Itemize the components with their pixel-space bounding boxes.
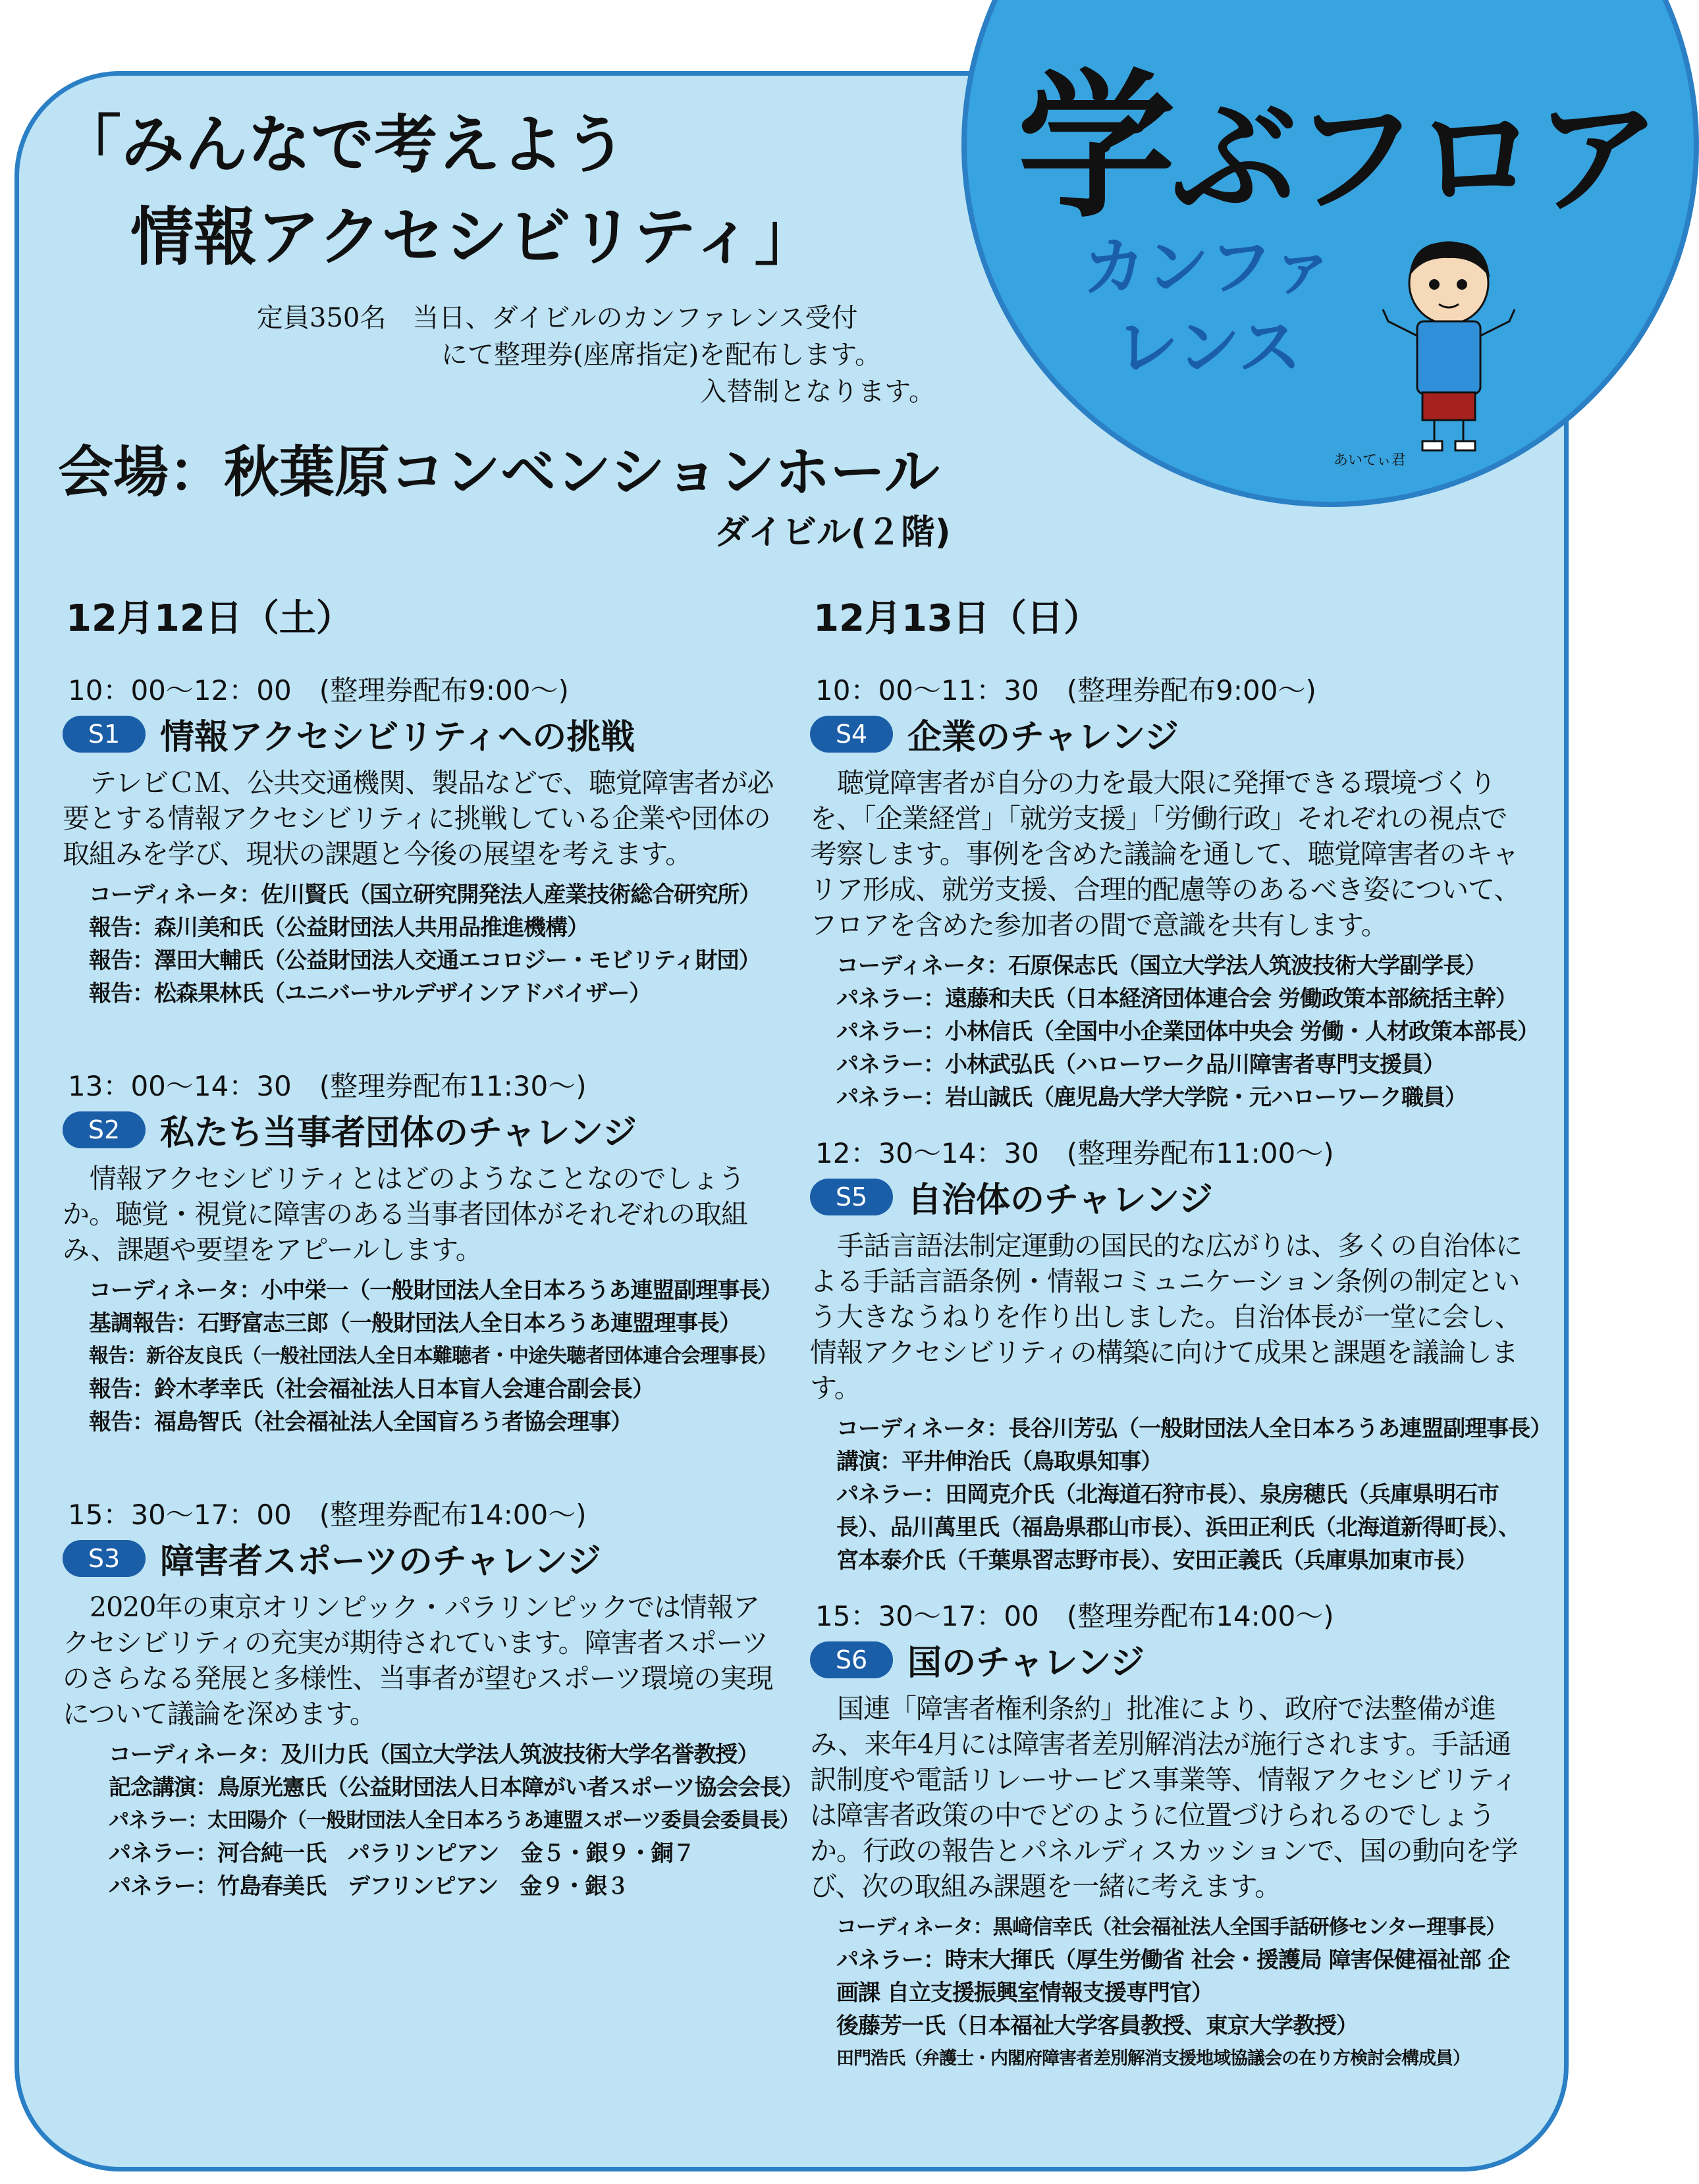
session-s5 <box>810 1136 1552 1577</box>
session-description: 国連「障害者権利条約」批准により、政府で法整備が進み、来年4月には障害者差別解消法が施行されます。手話通訳制度や電話リレーサービス事業等、情報アクセシビリティは障害者政策の中でどのように位置づけられるのでしょうか。行政の報告とパネルディスカッションで、国の動向を学び、次の取組み課題を一緒に考えます。 <box>810 1693 1518 1902</box>
person-line: 報告：松森果林氏（ユニバーサルデザインアドバイザー） <box>89 980 651 1007</box>
person-line: パネラー：遠藤和夫氏（日本経済団体連合会 労働政策本部統括主幹） <box>836 986 1517 1012</box>
session-time: 10：00〜12：00 (整理券配布9:00〜) <box>68 674 569 706</box>
session-title: 自治体のチャレンジ <box>907 1181 1213 1220</box>
session-s4 <box>810 674 1539 1114</box>
person-line: 田門浩氏（弁護士・内閣府障害者差別解消支援地域協議会の在り方検討会構成員） <box>836 2048 1470 2069</box>
notice-line-3: 入替制となります。 <box>700 377 935 407</box>
person-line: コーディネータ：黒﨑信幸氏（社会福祉法人全国手話研修センター理事長） <box>836 1915 1506 1939</box>
session-title: 私たち当事者団体のチャレンジ <box>160 1113 637 1153</box>
person-line: コーディネータ：佐川賢氏（国立研究開発法人産業技術総合研究所） <box>89 882 761 908</box>
session-description: 2020年の東京オリンピック・パラリンピックでは情報アクセシビリティの充実が期待されています。障害者スポーツのさらなる発展と多様性、当事者が望むスポーツ環境の実現について議論を深めます。 <box>63 1591 773 1730</box>
session-people <box>63 1274 784 1439</box>
person-line: 報告：澤田大輔氏（公益財団法人交通エコロジー・モビリティ財団） <box>89 947 761 974</box>
session-s2 <box>63 1069 784 1439</box>
session-badge: S4 <box>810 716 893 753</box>
person-line: パネラー：太田陽介（一般財団法人全日本ろうあ連盟スポーツ委員会委員長） <box>109 1809 799 1832</box>
session-title: 国のチャレンジ <box>907 1643 1145 1683</box>
session-people <box>810 1911 1531 2075</box>
mascot-caption: あいてぃ君 <box>1334 452 1406 469</box>
person-line: 報告：新谷友良氏（一般社団法人全日本難聴者・中途失聴者団体連合会理事長） <box>89 1345 776 1368</box>
person-line: コーディネータ：小中栄一（一般財団法人全日本ろうあ連盟副理事長） <box>89 1277 783 1304</box>
session-title: 障害者スポーツのチャレンジ <box>160 1542 601 1582</box>
session-people <box>63 1738 803 1903</box>
person-line: パネラー：小林武弘氏（ハローワーク品川障害者専門支援員） <box>836 1052 1445 1078</box>
person-line: 講演：平井伸治氏（鳥取県知事） <box>836 1449 1162 1475</box>
logo-rest: ぶフロア <box>1172 86 1657 231</box>
session-badge: S2 <box>63 1111 146 1148</box>
session-description: 情報アクセシビリティとはどのようなことなのでしょうか。聴覚・視覚に障害のある当事者団体がそれぞれの取組み、課題や要望をアピールします。 <box>63 1163 747 1265</box>
person-line: コーディネータ：石原保志氏（国立大学法人筑波技術大学副学長） <box>836 953 1487 979</box>
venue-building: ダイビル(２階) <box>715 513 951 552</box>
venue-name: 会場：秋葉原コンベンションホール <box>58 440 940 504</box>
person-line: パネラー：竹島春美氏 デフリンピアン 金９・銀３ <box>109 1873 629 1900</box>
capacity-notice <box>257 300 948 410</box>
person-line: パネラー：河合純一氏 パラリンピアン 金５・銀９・銅７ <box>109 1840 695 1867</box>
person-line: パネラー：時末大揮氏（厚生労働省 社会・援護局 障害保健福祉部 企画課 自立支援振興室情報支援専門官） <box>836 1947 1510 2006</box>
session-s3 <box>63 1498 803 1903</box>
person-line: 報告：福島智氏（社会福祉法人全国盲ろう者協会理事） <box>89 1409 632 1435</box>
session-badge: S1 <box>63 716 146 753</box>
person-line: 記念講演：鳥原光憲氏（公益財団法人日本障がい者スポーツ協会会長） <box>109 1774 803 1801</box>
notice-line-2: にて整理券(座席指定)を配布します。 <box>441 340 882 370</box>
person-line: 基調報告：石野富志三郎（一般財団法人全日本ろうあ連盟理事長） <box>89 1310 741 1337</box>
logo-big-char: 学 <box>1017 55 1172 239</box>
person-line: パネラー：小林信氏（全国中小企業団体中央会 労働・人材政策本部長） <box>836 1019 1539 1045</box>
mascot-illustration <box>1376 237 1521 454</box>
day2-column <box>810 589 1552 2098</box>
session-description: テレビＣＭ、公共交通機関、製品などで、聴覚障害者が必要とする情報アクセシビリティに挑戦している企業や団体の取組みを学び、現状の課題と今後の展望を考えます。 <box>63 767 774 870</box>
day2-date: 12月13日（日） <box>813 597 1100 640</box>
session-description: 手話言語法制定運動の国民的な広がりは、多くの自治体による手話言語条例・情報コミュニケーション条例の制定という大きなうねりを作り出しました。自治体長が一堂に会し、情報アクセシビリティの構築に向けて成果と課題を議論します。 <box>810 1230 1522 1404</box>
person-line: パネラー：岩山誠氏（鹿児島大学大学院・元ハローワーク職員） <box>836 1084 1467 1111</box>
floor-logo <box>1017 20 1656 247</box>
page-title <box>58 99 818 283</box>
conference-line-2: レンス <box>1115 311 1302 385</box>
session-people <box>810 1412 1552 1577</box>
session-people <box>810 949 1539 1114</box>
day1-column <box>63 589 803 1925</box>
session-time: 15：30〜17：00 (整理券配布14:00〜) <box>68 1499 587 1531</box>
person-line: コーディネータ：及川力氏（国立大学法人筑波技術大学名誉教授） <box>109 1742 759 1768</box>
session-s6 <box>810 1599 1531 2075</box>
person-line: コーディネータ：長谷川芳弘（一般財団法人全日本ろうあ連盟副理事長） <box>836 1416 1552 1442</box>
session-badge: S5 <box>810 1179 893 1215</box>
session-title: 情報アクセシビリティへの挑戦 <box>160 718 635 757</box>
session-badge: S3 <box>63 1540 146 1577</box>
session-time: 10：00〜11：30 (整理券配布9:00〜) <box>815 674 1316 706</box>
day1-date: 12月12日（土） <box>66 597 353 640</box>
session-title: 企業のチャレンジ <box>907 718 1179 757</box>
person-line: 後藤芳一氏（日本福祉大学客員教授、東京大学教授） <box>836 2013 1358 2039</box>
conference-label <box>1070 227 1347 388</box>
title-line-2: 情報アクセシビリティ」 <box>130 200 818 274</box>
session-s1 <box>63 674 784 1010</box>
session-time: 12：30〜14：30 (整理券配布11:00〜) <box>815 1137 1334 1169</box>
session-time: 13：00〜14：30 (整理券配布11:30〜) <box>68 1070 587 1102</box>
session-badge: S6 <box>810 1641 893 1678</box>
title-line-1: 「みんなで考えよう <box>58 108 627 182</box>
session-time: 15：30〜17：00 (整理券配布14:00〜) <box>815 1600 1334 1632</box>
person-line: 報告：鈴木孝幸氏（社会福祉法人日本盲人会連合副会長） <box>89 1376 654 1402</box>
session-people <box>63 878 784 1010</box>
session-description: 聴覚障害者が自分の力を最大限に発揮できる環境づくりを、「企業経営」「就労支援」「労働行政」それぞれの視点で考察します。事例を含めた議論を通して、聴覚障害者のキャリア形成、就労支援、合理的配慮等のあるべき姿について、フロアを含めた参加者の間で意識を共有します。 <box>810 767 1521 941</box>
notice-line-1: 定員350名 当日、ダイビルのカンファレンス受付 <box>257 303 858 333</box>
person-line: 報告：森川美和氏（公益財団法人共用品推進機構） <box>89 915 589 941</box>
person-line: パネラー：田岡克介氏（北海道石狩市長）、泉房穂氏（兵庫県明石市長）、品川萬里氏（福島県郡山市長）、浜田正利氏（北海道新得町長）、宮本泰介氏（千葉県習志野市長）、安田正義氏（兵庫県加東市長） <box>836 1481 1520 1574</box>
conference-line-1: カンファ <box>1082 230 1335 304</box>
